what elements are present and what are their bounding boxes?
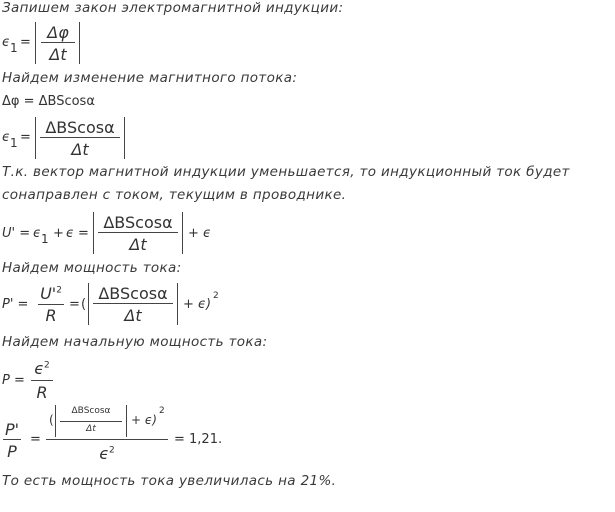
- emf-symbol-2: ϵ: [2, 130, 10, 145]
- abs-bar-right-3: [182, 212, 183, 254]
- emf-symbol-4: ϵ: [66, 226, 74, 241]
- abs-bar-right-5: [126, 405, 127, 437]
- emf-symbol: ϵ: [2, 35, 10, 50]
- frac-line: [41, 42, 75, 43]
- open-paren-2: (: [49, 413, 54, 427]
- square-exponent-5: 2: [109, 445, 115, 456]
- emf-subscript: 1: [10, 41, 18, 55]
- frac-line-7: [3, 439, 21, 440]
- close-expr-2: + ϵ): [131, 413, 157, 427]
- equals-sign-3: =: [78, 226, 89, 241]
- square-exponent: 2: [56, 285, 62, 296]
- voltage-symbol: U': [40, 284, 57, 303]
- abs-bar-right-2: [124, 117, 125, 159]
- frac-numerator: Δφ: [47, 23, 69, 42]
- equals-sign-5: =: [30, 432, 41, 447]
- square-exponent-4: 2: [159, 406, 165, 416]
- text-line-3b: сонаправлен с током, текущим в проводнике.: [2, 187, 347, 203]
- text-line-4: Найдем мощность тока:: [2, 260, 182, 276]
- frac-line-9: [46, 439, 168, 440]
- equation-flux-change: Δφ = ΔBScosα: [2, 94, 95, 109]
- equals-sign-4: =: [69, 297, 80, 312]
- frac-denominator-4: Δt: [124, 306, 142, 325]
- equals-sign-2: =: [20, 130, 31, 145]
- equals-sign: =: [20, 35, 31, 50]
- frac-numerator-2: ΔBScosα: [45, 118, 115, 137]
- frac-denominator-5: Δt: [86, 424, 96, 434]
- plus-emf: + ϵ: [188, 226, 212, 241]
- text-line-5: Найдем начальную мощность тока:: [2, 334, 268, 350]
- text-line-6: То есть мощность тока увеличилась на 21%.: [2, 473, 337, 489]
- power-initial-lhs: P =: [2, 373, 25, 388]
- frac-line-2: [40, 137, 120, 138]
- text-line-3a: Т.к. вектор магнитной индукции уменьшается, то индукционный ток будет: [2, 164, 570, 180]
- frac-numerator-u: [36, 284, 66, 303]
- voltage-lhs: U' =: [2, 226, 31, 241]
- frac-denominator-r: R: [45, 306, 57, 325]
- close-expr: + ϵ): [183, 297, 212, 312]
- abs-bar-right: [79, 22, 80, 64]
- frac-numerator-5: ΔBScosα: [71, 406, 111, 416]
- abs-bar-left-2: [35, 117, 36, 159]
- abs-bar-right-4: [177, 283, 178, 325]
- power-new-lhs: P' =: [2, 297, 29, 312]
- plus-sign: +: [53, 226, 64, 241]
- text-line-2: Найдем изменение магнитного потока:: [2, 70, 298, 86]
- emf-subscript-2: 1: [10, 136, 18, 150]
- frac-line-5: [93, 303, 173, 304]
- frac-numerator-3: ΔBScosα: [103, 213, 173, 232]
- frac-numerator-4: ΔBScosα: [98, 284, 168, 303]
- frac-denominator-6: [46, 444, 168, 463]
- frac-line-6: [31, 380, 53, 381]
- frac-denominator-3: Δt: [129, 235, 147, 254]
- frac-line-8: [60, 421, 122, 422]
- emf-symbol-3: ϵ: [33, 226, 41, 241]
- open-paren: (: [81, 297, 87, 312]
- frac-denominator-2: Δt: [71, 140, 89, 159]
- frac-line-4: [38, 304, 64, 305]
- ratio-result: = 1,21.: [174, 432, 223, 447]
- frac-denominator-r-2: R: [36, 383, 48, 402]
- ratio-numerator: P': [4, 420, 20, 439]
- abs-bar-left-4: [88, 283, 89, 325]
- emf-subscript-3: 1: [41, 232, 49, 246]
- frac-numerator-eps: [30, 359, 54, 378]
- abs-bar-left-3: [93, 212, 94, 254]
- emf-symbol-6: ϵ: [99, 444, 110, 463]
- abs-bar-left-5: [55, 405, 56, 437]
- emf-symbol-5: ϵ: [34, 359, 45, 378]
- text-line-1: Запишем закон электромагнитной индукции:: [2, 0, 344, 16]
- square-exponent-2: 2: [213, 291, 219, 301]
- ratio-denominator: P: [7, 442, 17, 461]
- frac-line-3: [98, 232, 178, 233]
- square-exponent-3: 2: [44, 360, 50, 371]
- frac-denominator: Δt: [49, 45, 67, 64]
- abs-bar-left: [35, 22, 36, 64]
